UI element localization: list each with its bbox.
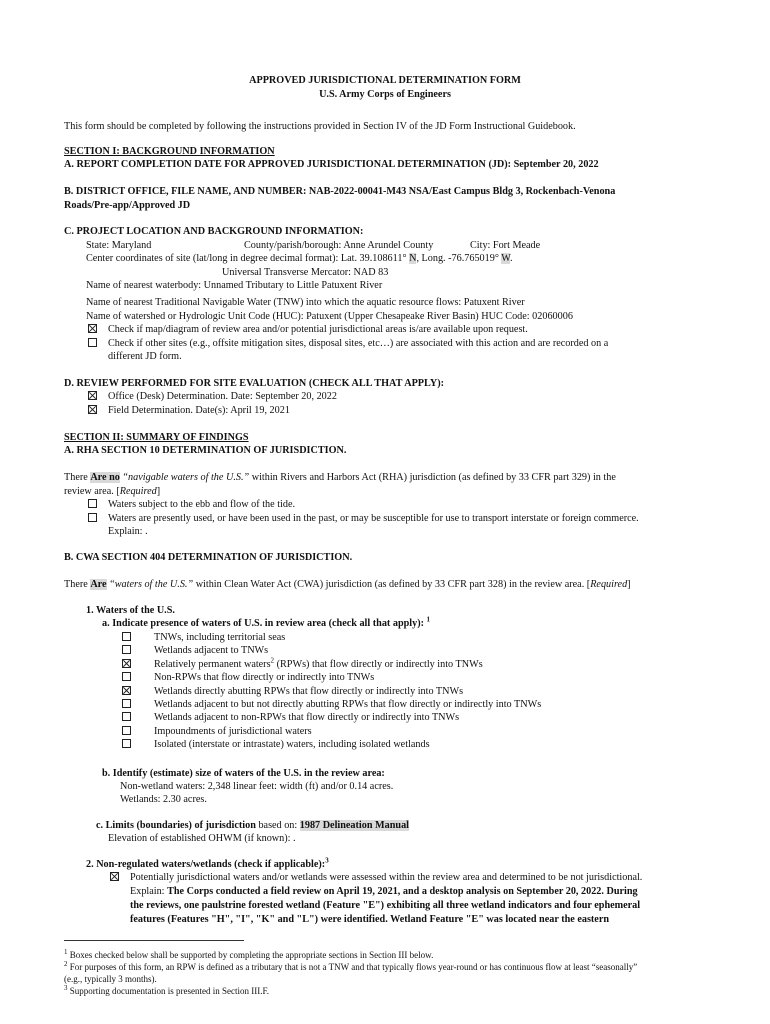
waters-checkbox[interactable] bbox=[122, 632, 131, 641]
rha-rest: within Rivers and Harbors Act (RHA) jurisdiction (as defined by 33 CFR part 329) in the bbox=[249, 472, 616, 483]
cwa-bracket: ] bbox=[627, 579, 631, 590]
waters-label bbox=[154, 738, 430, 751]
cwa-heading: B. CWA SECTION 404 DETERMINATION OF JURISDICTION. bbox=[64, 552, 353, 563]
coords-n-field: N bbox=[409, 253, 417, 264]
indicate-presence-text: a. Indicate presence of waters of U.S. in review area (check all that apply): bbox=[102, 618, 427, 629]
waters-label-text: Non-RPWs that flow directly or indirectly into TNWs bbox=[154, 672, 375, 684]
non-regulated-text: 2. Non-regulated waters/wetlands (check if applicable): bbox=[86, 859, 326, 870]
cwa-required: Required bbox=[590, 579, 628, 590]
footnote-2-cont: (e.g., typically 3 months). bbox=[64, 974, 157, 984]
cwa-statement bbox=[64, 578, 631, 591]
explain-label: Explain: bbox=[130, 886, 168, 897]
rha-selection-field[interactable]: Are no bbox=[90, 472, 120, 483]
waters-checkbox[interactable] bbox=[122, 699, 131, 708]
waters-label bbox=[154, 698, 541, 711]
non-wetland-waters: Non-wetland waters: 2,348 linear feet: width (ft) and/or 0.14 acres. bbox=[120, 781, 394, 792]
limits-based-on: based on: bbox=[255, 820, 300, 831]
footnote-2-text: For purposes of this form, an RPW is defined as a tributary that is not a TNW and that typically flows year-round or has continuous flow at least “seasonally” bbox=[69, 962, 638, 972]
rha-bracket: ] bbox=[156, 486, 161, 497]
intro-text: This form should be completed by following the instructions provided in Section IV of the JD Form Instructional Guidebook. bbox=[64, 121, 576, 132]
map-available-checkbox[interactable] bbox=[88, 324, 97, 333]
rha-statement-2 bbox=[64, 485, 160, 498]
form-title: APPROVED JURISDICTIONAL DETERMINATION FORM bbox=[249, 75, 521, 86]
watershed-huc: Name of watershed or Hydrologic Unit Code (HUC): Patuxent (Upper Chesapeake River Basin) HUC Code: 02060006 bbox=[86, 311, 573, 322]
district-office-line1: B. DISTRICT OFFICE, FILE NAME, AND NUMBER: NAB-2022-00041-M43 NSA/East Campus Bldg 3, Rockenbach-Venona bbox=[64, 186, 616, 197]
form-subtitle: U.S. Army Corps of Engineers bbox=[319, 89, 451, 100]
ebb-flow-checkbox[interactable] bbox=[88, 499, 97, 508]
indicate-presence-heading bbox=[102, 617, 430, 630]
county-text: County/parish/borough: Anne Arundel County bbox=[244, 240, 434, 251]
waters-us-heading: 1. Waters of the U.S. bbox=[86, 605, 175, 616]
rha-navigable-waters: “navigable waters of the U.S.” bbox=[119, 472, 250, 483]
wetlands-acres: Wetlands: 2.30 acres. bbox=[120, 794, 207, 805]
nearest-waterbody: Name of nearest waterbody: Unnamed Tributary to Little Patuxent River bbox=[86, 280, 383, 291]
rha-explain: Explain: . bbox=[108, 526, 148, 537]
waters-label-text: Isolated (interstate or intrastate) waters, including isolated wetlands bbox=[154, 739, 430, 751]
project-location-heading: C. PROJECT LOCATION AND BACKGROUND INFORMATION: bbox=[64, 226, 364, 237]
rha-there: There bbox=[64, 472, 91, 483]
coords-long: , Long. -76.765019° bbox=[416, 253, 502, 264]
cwa-rest: within Clean Water Act (CWA) jurisdiction (as defined by 33 CFR part 328) in the review area. [ bbox=[193, 579, 591, 590]
other-sites-checkbox[interactable] bbox=[88, 338, 97, 347]
waters-label-text: Wetlands adjacent to but not directly abutting RPWs that flow directly or indirectly into TNWs bbox=[154, 699, 542, 710]
rha-heading: A. RHA SECTION 10 DETERMINATION OF JURISDICTION. bbox=[64, 445, 347, 456]
cwa-waters: “waters of the U.S.” bbox=[106, 579, 194, 590]
footnote-1: $^1$ Boxes checked below shall be supported by completing the appropriate sections in Section III below. bbox=[64, 948, 434, 960]
ohwm-elevation: Elevation of established OHWM (if known): . bbox=[108, 833, 296, 844]
state-text: State: Maryland bbox=[86, 240, 152, 251]
coords-end: . bbox=[509, 253, 513, 264]
waters-label-text: Relatively permanent waters bbox=[154, 658, 271, 670]
identify-size-heading: b. Identify (estimate) size of waters of the U.S. in the review area: bbox=[102, 768, 385, 779]
section-2-heading: SECTION II: SUMMARY OF FINDINGS bbox=[64, 432, 249, 443]
footnote-3: $^3$ Supporting documentation is presented in Section III.F. bbox=[64, 984, 269, 996]
explain-line-3: features (Features "H", "I", "K" and "L") were identified. Wetland Feature "E" was located near the eastern bbox=[130, 914, 610, 925]
waters-checkbox[interactable] bbox=[122, 686, 131, 695]
waters-checkbox[interactable] bbox=[122, 672, 131, 681]
field-determination-checkbox[interactable] bbox=[88, 405, 97, 414]
field-determination-label: Field Determination. Date(s): April 19, 2021 bbox=[108, 405, 290, 416]
waters-label bbox=[154, 685, 463, 698]
rha-required: Required bbox=[119, 486, 157, 497]
section-1-heading: SECTION I: BACKGROUND INFORMATION bbox=[64, 146, 275, 157]
waters-checkbox[interactable] bbox=[122, 739, 131, 748]
cwa-selection-field[interactable]: Are bbox=[90, 579, 107, 590]
explain-line-2: the reviews, one paulstrine forested wetland (Feature "E") exhibiting all three wetland indicators and four ephemeral bbox=[130, 900, 641, 911]
office-determination-checkbox[interactable] bbox=[88, 391, 97, 400]
non-jurisdictional-label: Potentially jurisdictional waters and/or wetlands were assessed within the review area and determined to be not jurisdictional. bbox=[130, 872, 643, 883]
explain-text-1: The Corps conducted a field review on April 19, 2021, and a desktop analysis on September 20, 2022. During bbox=[167, 886, 638, 897]
waters-label bbox=[154, 658, 483, 671]
rha-statement bbox=[64, 471, 616, 484]
footnote-ref-1: 1 bbox=[426, 615, 431, 624]
waters-checkbox[interactable] bbox=[122, 659, 131, 668]
waters-label bbox=[154, 725, 312, 738]
waters-label bbox=[154, 711, 459, 724]
commerce-checkbox[interactable] bbox=[88, 513, 97, 522]
non-jurisdictional-checkbox[interactable] bbox=[110, 872, 119, 881]
waters-label bbox=[154, 631, 285, 644]
report-completion-date: A. REPORT COMPLETION DATE FOR APPROVED JURISDICTIONAL DETERMINATION (JD): September 20, 2022 bbox=[64, 159, 599, 170]
other-sites-label-2: different JD form. bbox=[108, 351, 182, 362]
waters-label-text-2: (RPWs) that flow directly or indirectly into TNWs bbox=[274, 658, 483, 670]
footnote-1-text: Boxes checked below shall be supported by completing the appropriate sections in Section III below. bbox=[69, 950, 434, 960]
footnote-ref-2: 2 bbox=[270, 656, 275, 665]
footnote-2: $^2$ For purposes of this form, an RPW is defined as a tributary that is not a TNW and that typically flows year-round or has continuous flow at least “seasonally” bbox=[64, 960, 638, 972]
district-office-line2: Roads/Pre-app/Approved JD bbox=[64, 200, 191, 211]
coordinates-text bbox=[86, 252, 513, 265]
waters-checkbox[interactable] bbox=[122, 726, 131, 735]
coords-w-field: W bbox=[501, 253, 510, 264]
waters-label-text: Wetlands adjacent to non-RPWs that flow directly or indirectly into TNWs bbox=[154, 712, 460, 724]
footnote-ref-3: 3 bbox=[325, 856, 329, 865]
commerce-label: Waters are presently used, or have been used in the past, or may be susceptible for use to transport interstate or foreign commerce. bbox=[108, 513, 639, 524]
waters-checkbox[interactable] bbox=[122, 645, 131, 654]
waters-label-text: Impoundments of jurisdictional waters bbox=[154, 725, 312, 737]
limits-label: c. Limits (boundaries) of jurisdiction bbox=[96, 820, 256, 831]
cwa-there: There bbox=[64, 579, 91, 590]
coords-lat: Center coordinates of site (lat/long in degree decimal format): Lat. 39.108611° bbox=[86, 253, 410, 264]
rha-review-area: review area. [ bbox=[64, 486, 120, 497]
waters-label-text: Wetlands directly abutting RPWs that flow directly or indirectly into TNWs bbox=[154, 685, 464, 697]
other-sites-label: Check if other sites (e.g., offsite mitigation sites, disposal sites, etc…) are associated with this action and are recorded on a bbox=[108, 338, 609, 349]
office-determination-label: Office (Desk) Determination. Date: September 20, 2022 bbox=[108, 391, 337, 402]
footnote-3-text: Supporting documentation is presented in Section III.F. bbox=[69, 986, 269, 996]
city-text: City: Fort Meade bbox=[470, 240, 541, 251]
utm-text: Universal Transverse Mercator: NAD 83 bbox=[222, 267, 389, 278]
waters-label bbox=[154, 644, 268, 657]
waters-label bbox=[154, 671, 374, 684]
waters-label-text: TNWs, including territorial seas bbox=[154, 632, 286, 643]
map-available-label: Check if map/diagram of review area and/or potential jurisdictional areas is/are available upon request. bbox=[108, 324, 528, 335]
limits-jurisdiction bbox=[96, 819, 409, 832]
explain-line-1 bbox=[130, 885, 638, 898]
non-regulated-heading bbox=[86, 858, 329, 871]
footnote-divider bbox=[64, 940, 244, 941]
waters-label-text: Wetlands adjacent to TNWs bbox=[154, 645, 269, 657]
review-performed-heading: D. REVIEW PERFORMED FOR SITE EVALUATION (CHECK ALL THAT APPLY): bbox=[64, 378, 445, 389]
nearest-tnw: Name of nearest Traditional Navigable Water (TNW) into which the aquatic resource flows: Patuxent River bbox=[86, 297, 525, 308]
delineation-manual-field[interactable]: 1987 Delineation Manual bbox=[299, 820, 410, 831]
ebb-flow-label: Waters subject to the ebb and flow of the tide. bbox=[108, 499, 296, 510]
waters-checkbox[interactable] bbox=[122, 712, 131, 721]
